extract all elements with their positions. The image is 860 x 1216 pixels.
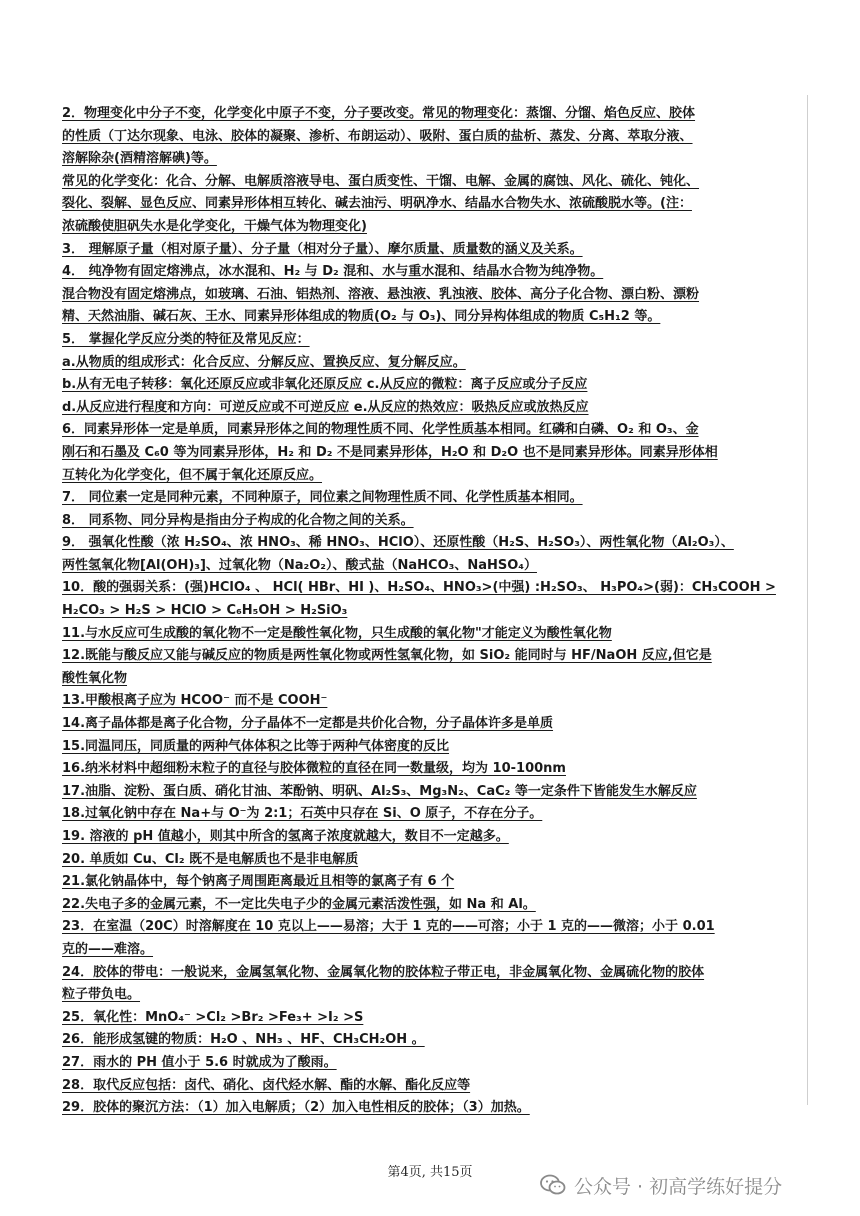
text-line: 25．氧化性：MnO₄⁻ >Cl₂ >Br₂ >Fe₃+ >I₂ >S: [62, 1009, 364, 1025]
page-edge: [807, 95, 808, 1105]
text-line: 20. 单质如 Cu、Cl₂ 既不是电解质也不是非电解质: [62, 851, 359, 867]
text-line: 5． 掌握化学反应分类的特征及常见反应：: [62, 331, 310, 347]
text-line: 混合物没有固定熔沸点，如玻璃、石油、铝热剂、溶液、悬浊液、乳浊液、胶体、高分子化合物、漂白粉、漂粉: [62, 286, 700, 302]
text-line: d.从反应进行程度和方向：可逆反应或不可逆反应 e.从反应的热效应：吸热反应或放热反应: [62, 399, 589, 415]
watermark-text: 公众号 · 初高学练好提分: [574, 1175, 783, 1198]
text-line: 24．胶体的带电：一般说来，金属氢氧化物、金属氧化物的胶体粒子带正电，非金属氧化物、金属硫化物的胶体: [62, 964, 705, 980]
text-line: 28．取代反应包括：卤代、硝化、卤代烃水解、酯的水解、酯化反应等: [62, 1077, 471, 1093]
wechat-icon: [540, 1174, 566, 1196]
text-line: 22.失电子多的金属元素，不一定比失电子少的金属元素活泼性强，如 Na 和 Al。: [62, 896, 536, 912]
text-line: 21.氯化钠晶体中，每个钠离子周围距离最近且相等的氯离子有 6 个: [62, 874, 455, 890]
text-line: 19. 溶液的 pH 值越小，则其中所含的氢离子浓度就越大，数目不一定越多。: [62, 829, 509, 844]
text-line: 13.甲酸根离子应为 HCOO⁻ 而不是 COOH⁻: [62, 693, 328, 709]
text-line: 7． 同位素一定是同种元素，不同种原子，同位素之间物理性质不同、化学性质基本相同。: [62, 490, 583, 506]
text-line: 14.离子晶体都是离子化合物，分子晶体不一定都是共价化合物，分子晶体许多是单质: [62, 716, 554, 732]
text-line: 克的——难溶。: [62, 941, 154, 957]
text-line: 23．在室温（20C）时溶解度在 10 克以上——易溶；大于 1 克的——可溶；小于 1 克的——微溶；小于 0.01: [62, 919, 715, 935]
text-line: 酸性氧化物: [62, 670, 128, 686]
text-line: b.从有无电子转移：氧化还原反应或非氧化还原反应 c.从反应的微粒：离子反应或分子反应: [62, 377, 588, 393]
text-line: 26．能形成氢键的物质：H₂O 、NH₃ 、HF、CH₃CH₂OH 。: [62, 1032, 425, 1048]
text-line: 两性氢氧化物[Al(OH)₃]、过氧化物（Na₂O₂）、酸式盐（NaHCO₃、NaHSO₄）: [62, 557, 537, 573]
document-body: [62, 103, 804, 1120]
text-line: 精、天然油脂、碱石灰、王水、同素异形体组成的物质(O₂ 与 O₃)、同分异构体组成的物质 C₅H₁2 等。: [62, 309, 661, 325]
text-line: 的性质（丁达尔现象、电泳、胶体的凝聚、渗析、布朗运动）、吸附、蛋白质的盐析、蒸发、分离、萃取分液、: [62, 128, 693, 144]
text-line: 16.纳米材料中超细粉末粒子的直径与胶体微粒的直径在同一数量级，均为 10-100nm: [62, 761, 566, 777]
text-line: 18.过氧化钠中存在 Na+与 O⁻为 2:1；石英中只存在 Si、O 原子，不存在分子。: [62, 806, 543, 822]
text-line: 15.同温同压，同质量的两种气体体积之比等于两种气体密度的反比: [62, 738, 450, 754]
text-line: 2．物理变化中分子不变，化学变化中原子不变，分子要改变。常见的物理变化：蒸馏、分馏、焰色反应、胶体: [62, 106, 696, 121]
text-line: 常见的化学变化：化合、分解、电解质溶液导电、蛋白质变性、干馏、电解、金属的腐蚀、风化、硫化、钝化、: [62, 173, 700, 189]
text-line: 4． 纯净物有固定熔沸点，冰水混和、H₂ 与 D₂ 混和、水与重水混和、结晶水合物为纯净物。: [62, 264, 604, 280]
text-line: 12.既能与酸反应又能与碱反应的物质是两性氧化物或两性氢氧化物，如 SiO₂ 能同时与 HF/NaOH 反应,但它是: [62, 648, 712, 664]
text-line: 8． 同系物、同分异构是指由分子构成的化合物之间的关系。: [62, 512, 414, 528]
text-line: 粒子带负电。: [62, 987, 141, 1003]
text-line: a.从物质的组成形式：化合反应、分解反应、置换反应、复分解反应。: [62, 354, 466, 370]
text-line: 10．酸的强弱关系：(强)HClO₄ 、 HCl( HBr、HI )、H₂SO₄、HNO₃>(中强) :H₂SO₃、 H₃PO₄>(弱)：CH₃COOH >: [62, 580, 776, 596]
text-line: 29．胶体的聚沉方法：（1）加入电解质；（2）加入电性相反的胶体；（3）加热。: [62, 1100, 530, 1116]
text-line: 9． 强氧化性酸（浓 H₂SO₄、浓 HNO₃、稀 HNO₃、HClO）、还原性酸（H₂S、H₂SO₃）、两性氧化物（Al₂O₃）、: [62, 535, 734, 551]
text-line: H₂CO₃ > H₂S > HClO > C₆H₅OH > H₂SiO₃: [62, 603, 348, 619]
text-line: 17.油脂、淀粉、蛋白质、硝化甘油、苯酚钠、明矾、Al₂S₃、Mg₃N₂、CaC₂ 等一定条件下皆能发生水解反应: [62, 783, 697, 799]
text-line: 3． 理解原子量（相对原子量）、分子量（相对分子量）、摩尔质量、质量数的涵义及关系。: [62, 241, 583, 257]
text-line: 27．雨水的 PH 值小于 5.6 时就成为了酸雨。: [62, 1054, 337, 1070]
page-number: 第4页, 共15页: [387, 1165, 473, 1180]
text-line: 互转化为化学变化，但不属于氧化还原反应。: [62, 467, 323, 483]
text-line: 浓硫酸使胆矾失水是化学变化，干燥气体为物理变化): [62, 218, 367, 234]
text-line: 刚石和石墨及 C₆0 等为同素异形体，H₂ 和 D₂ 不是同素异形体，H₂O 和 D₂O 也不是同素异形体。同素异形体相: [62, 444, 718, 460]
watermark: [540, 1170, 782, 1200]
text-line: 裂化、裂解、显色反应、同素异形体相互转化、碱去油污、明矾净水、结晶水合物失水、浓硫酸脱水等。(注：: [62, 196, 692, 212]
text-line: 6．同素异形体一定是单质，同素异形体之间的物理性质不同、化学性质基本相同。红磷和白磷、O₂ 和 O₃、金: [62, 422, 699, 438]
text-line: 溶解除杂(酒精溶解碘)等。: [62, 151, 217, 167]
text-line: 11.与水反应可生成酸的氧化物不一定是酸性氧化物，只生成酸的氧化物"才能定义为酸性氧化物: [62, 625, 612, 641]
